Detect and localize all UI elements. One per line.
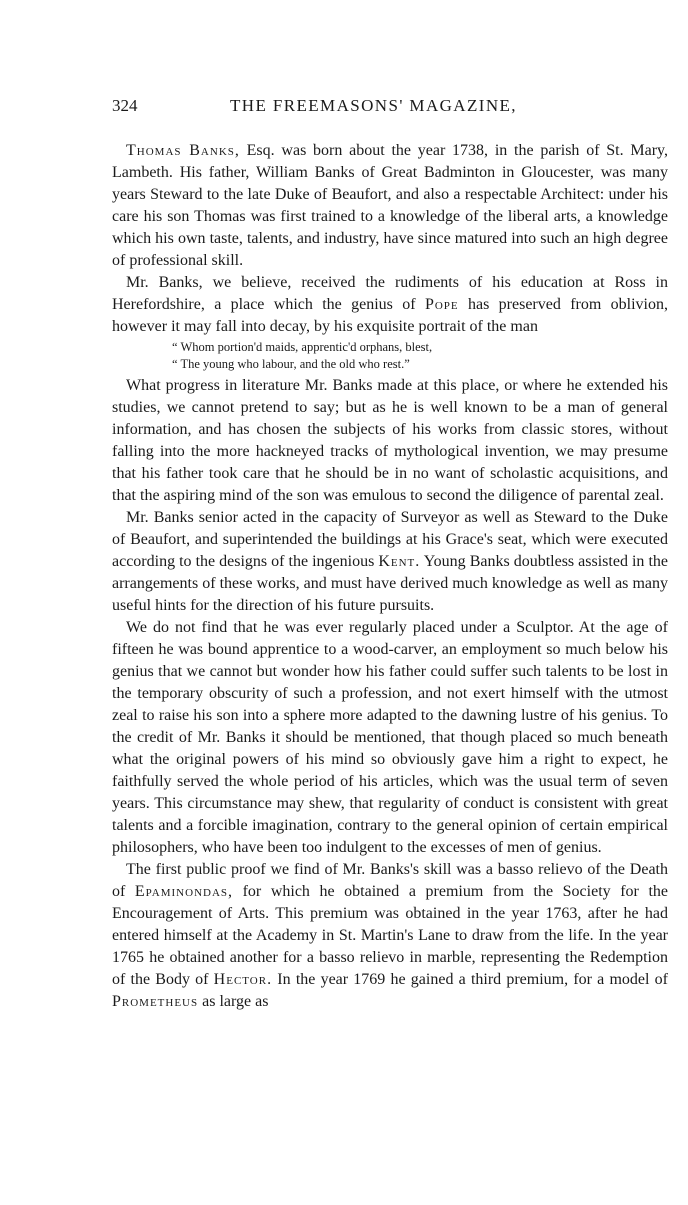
paragraph-2 — [112, 272, 668, 338]
paragraph-2-text-a: Mr. Banks, we believe, received the rudiments of his education at Ross in Herefordshire, a place which the genius of — [112, 274, 668, 313]
paragraph-6 — [112, 859, 668, 1013]
name-hector: Hector. — [213, 971, 273, 988]
paragraph-6-text-c: In the year 1769 he gained a third premium, for a model of — [272, 971, 668, 988]
article-body — [112, 140, 668, 1013]
paragraph-4-text-b: Young Banks doubtless assisted in the arrangements of these works, and must have derived much knowledge as well as many useful hints for the direction of his future pursuits. — [112, 553, 668, 614]
verse-quotation — [172, 339, 668, 373]
name-prometheus: Prometheus — [112, 993, 199, 1010]
name-kent: Kent. — [378, 553, 421, 570]
paragraph-1 — [112, 140, 668, 272]
subject-name: Thomas Banks, — [126, 142, 240, 159]
verse-line-2: “ The young who labour, and the old who rest.” — [172, 357, 410, 371]
paragraph-5: We do not find that he was ever regularly placed under a Sculptor. At the age of fifteen he was bound apprentice to a wood-carver, an employment so much below his genius that we cannot but wonder how his father could suffer such talents to be lost in the temporary obscurity of such a profession, and not exert himself with the utmost zeal to raise his son into a sphere more adapted to the dawning lustre of his genius. To the credit of Mr. Banks it should be mentioned, that though placed so much beneath what the original powers of his mind so obviously gave him a right to expect, he faithfully served the whole period of his articles, which was the usual term of seven years. This circumstance may shew, that regularity of conduct is consistent with great talents and a forcible imagination, contrary to the general opinion of certain empirical philosophers, who have been too indulgent to the excesses of men of genius. — [112, 619, 668, 856]
page-number: 324 — [112, 96, 138, 115]
name-epaminondas: Epaminondas, — [134, 883, 234, 900]
paragraph-6-text-b: for which he obtained a premium from the Society for the Encouragement of Arts. This premium was obtained in the year 1763, after he had entered himself at the Academy in St. Martin's Lane to draw from the life. In the year 1765 he obtained another for a basso relievo in marble, representing the Redemption of the Body of — [112, 883, 668, 988]
paragraph-1-text: Esq. was born about the year 1738, in the parish of St. Mary, Lambeth. His father, William Banks of Great Badminton in Gloucester, was many years Steward to the late Duke of Beaufort, and also a respectable Architect: under his care his son Thomas was first trained to a knowledge of the liberal arts, a knowledge which his own taste, talents, and industry, have since matured into such an high degree of professional skill. — [112, 142, 669, 269]
paragraph-2-text-b: has preserved from oblivion, however it may fall into decay, by his exquisite portrait of the man — [112, 296, 668, 335]
paragraph-6-text-d: as large as — [198, 993, 269, 1010]
document-page — [112, 96, 668, 1013]
paragraph-6-text-a: The first public proof we find of Mr. Banks's skill was a basso relievo of the Death of — [112, 861, 668, 900]
magazine-title: THE FREEMASONS' MAGAZINE, — [230, 96, 517, 115]
paragraph-4-text-a: Mr. Banks senior acted in the capacity of Surveyor as well as Steward to the Duke of Beaufort, and superintended the buildings at his Grace's seat, which were executed according to the designs of the ingenious — [112, 509, 668, 570]
paragraph-3: What progress in literature Mr. Banks made at this place, or where he extended his studies, we cannot pretend to say; but as he is well known to be a man of general information, and has chosen the subjects of his works from classic stores, without falling into the more hackneyed tracks of mythological invention, we may presume that his father took care that he should be in no want of scholastic acquisitions, and that the aspiring mind of the son was emulous to second the diligence of parental zeal. — [112, 377, 668, 504]
paragraph-4 — [112, 507, 668, 617]
verse-line-1: “ Whom portion'd maids, apprentic'd orphans, blest, — [172, 340, 433, 354]
running-head — [112, 96, 668, 126]
name-pope: Pope — [424, 296, 459, 313]
